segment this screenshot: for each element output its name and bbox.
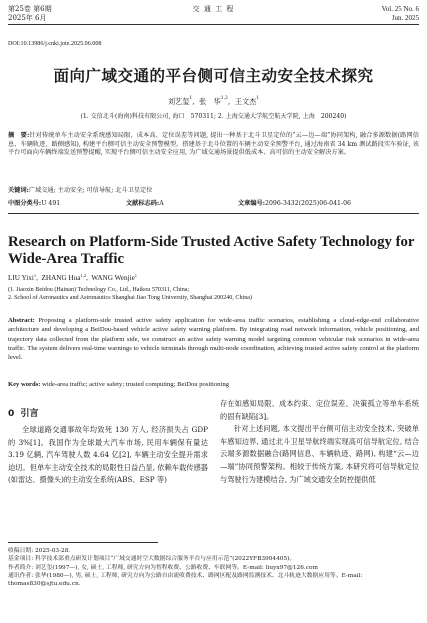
authors-en: LIU Yixi$^1$, ZHANG Hua$^{1,2}$, WANG Wenjie$^1$	[8, 273, 138, 282]
author-1: 刘艺玺	[167, 97, 190, 106]
title-en: Research on Platform-Side Trusted Active Safety Technology for Wide-Area Traffic	[8, 234, 415, 267]
author-en-2: ZHANG Hua	[41, 274, 81, 282]
footnote-author: 作者简介: 刘艺玺(1997—), 女, 硕士, 工程师, 研究方向为智程收费、公路收费、车联网等。E-mail: liuyx97@126.com	[8, 564, 318, 571]
doc-code: 文献标志码:A	[126, 200, 164, 207]
journal-name: 交 通 工 程	[192, 5, 235, 13]
header-right	[382, 5, 419, 23]
clc: 中图分类号:U 491	[8, 200, 61, 207]
affiliation-cn: (1. 交信北斗(海南)科技有限公司, 海口 570311; 2. 上海交通大学航空航天学院, 上海 200240)	[80, 113, 347, 120]
keywords-cn	[8, 187, 419, 196]
header-rule	[8, 24, 419, 25]
intro-right-para-2: 针对上述问题, 本文提出平台侧可信主动安全技术, 突破单车感知边界, 通过北斗卫星导航终端实现高可信导航定位, 结合云端多源数据融合(路网信息、车辆轨迹、路网), 构建“云—边—端”协同预警架构。相较于传统方案, 本研究将可信导航定位与驾驶行为建模结合, 为广域交通安全防控提供低	[220, 424, 419, 484]
classification-rule	[8, 213, 419, 214]
author-en-1: LIU Yixi	[8, 274, 34, 282]
footnote-fund: 基金项目: 科学技术部重点研发计划项目“广域交通时空大数据综合服务平台与应用示范”(2022YFB3904405)。	[8, 556, 296, 563]
abstract-cn-text: 针对传统单车主动安全系统感知局限、成本高、定位误差等问题, 提出一种基于北斗卫星定位的“云—边—端”协同架构, 融合多源数据(路网信息、车辆轨迹、路侧感知), 构建平台侧可信主动安全预警模型。搭建基于北斗位置的车辆主动安全预警平台, 通过海南省 34 km 测试路段实车验证, 该平台可面向车辆终端发送预警提醒, 实现平台侧可信主动安全应用, 为广域交通场景提供低成本、高可信的主动安全解决方案。	[8, 132, 419, 157]
doi: DOI:10.13986/j.cnki.jote.2025.06.008	[8, 41, 102, 47]
abstract-cn	[8, 132, 419, 158]
intro-right-para-1: 存在如感知局限、成本约束、定位误差、决策孤立等单车系统的固有缺陷[3]。	[220, 399, 419, 421]
author-en-3: WANG Wenjie	[91, 274, 135, 282]
section-title: 引言	[20, 409, 39, 419]
classification-line	[8, 200, 419, 209]
article-number: 文章编号:2096-3432(2025)06-041-06	[238, 200, 351, 207]
footnote-received: 收稿日期: 2025-03-28.	[8, 548, 71, 554]
date-cn: 2025年 6月	[8, 14, 47, 22]
volume-en: Vol. 25 No. 6	[381, 5, 419, 13]
abstract-en	[8, 316, 419, 362]
footnotes	[8, 547, 419, 588]
author-2: 张 华	[199, 97, 221, 106]
keywords-en-label: Key words:	[8, 381, 41, 388]
footnote-rule	[8, 542, 158, 543]
section-number: 0	[8, 409, 15, 419]
intro-right-column	[220, 398, 419, 486]
abstract-cn-label: 摘 要:	[8, 132, 30, 139]
author-3: 王文杰	[234, 97, 257, 106]
keywords-en	[8, 380, 419, 389]
abstract-en-text: Proposing a platform-side trusted active safety application for wide-area traffic scenarios, establishing a cloud-edge-end collaborative architecture and developing a BeiDou-based vehicle active safety warning platform. By integrating road network information, vehicle positioning, and trajectory data collected from the platform side, we construct an active safety warning model targeting common vehicular risk scenarios in wide-area traffic. The system delivers real-time warnings to vehicle terminals through multi-node coordination, achieving trusted active safety control at the platform level.	[8, 317, 419, 362]
keywords-en-text: wide-area traffic; active safety; trusted computing; BeiDou positioning	[42, 381, 229, 388]
abstract-en-label: Abstract:	[8, 317, 35, 324]
title-cn: 面向广域交通的平台侧可信主动安全技术探究	[53, 67, 374, 85]
affiliation-en: (1. Jiaoxin Beidou (Hainan) Technology Co., Ltd., Haikou 570311, China; 2. School of Aeronautics and Astronautics Shanghai Jiao Tong University, Shanghai 200240, China)	[8, 287, 252, 302]
keywords-cn-label: 关键词:	[8, 187, 29, 194]
author-2-sup: 1,2	[220, 96, 228, 101]
intro-left-column: 全球道路交通事故年均致死 130 万人, 经济损失占 GDP 的 3%[1]。我国作为全球最大汽车市场, 民用车辆保有量达 3.19 亿辆, 汽车驾驶人数 4.64 亿[2], 车辆主动安全提升需求迫切。但单车主动安全技术的局限性日益凸显, 依赖车载传感器(如雷达、摄像头)的主动安全系统(ABS、ESP 等)	[8, 425, 208, 485]
author-1-sup: 1	[189, 96, 193, 101]
footnote-corresponding: 通讯作者: 张华(1980—), 男, 硕士, 工程师, 研究方向为公路自由流收费技术、路网区配及路网监测技术、北斗轨迹大数据应用等。E-mail: thomas830@sjtu.edu.cn.	[8, 572, 363, 588]
author-3-sup: 1	[256, 96, 260, 101]
section-heading-intro	[8, 406, 39, 419]
keywords-cn-text: 广域交通; 主动安全; 可信导航; 北斗卫星定位	[28, 187, 153, 194]
volume-cn: 第25卷 第6期	[8, 5, 52, 13]
authors-cn: 刘艺玺$^1$, 张 华$^{1,2}$, 王文杰$^1$	[167, 96, 260, 106]
date-en: Jun. 2025	[391, 14, 419, 22]
